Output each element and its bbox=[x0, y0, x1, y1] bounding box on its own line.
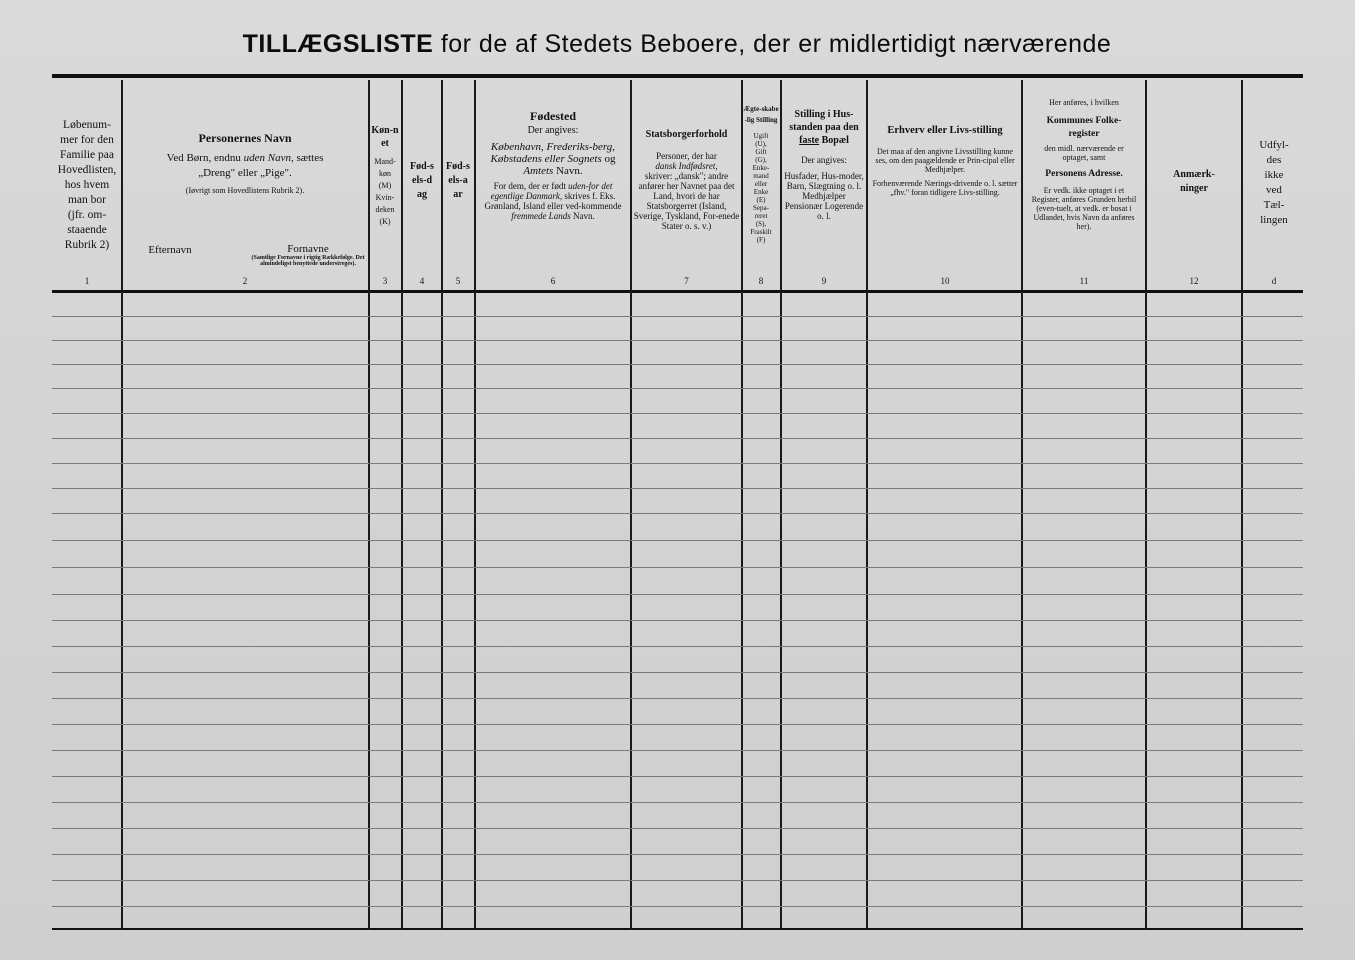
table-row bbox=[52, 488, 1303, 489]
table-row bbox=[52, 672, 1303, 673]
header-text: Personer, der har bbox=[656, 151, 717, 161]
header-line: hos hvem bbox=[64, 179, 110, 191]
header-text bbox=[124, 151, 366, 166]
header-title: Fød-sels-aar bbox=[446, 161, 470, 200]
header-title: Køn-net bbox=[371, 125, 399, 149]
top-rule bbox=[52, 74, 1303, 78]
table-row bbox=[52, 513, 1303, 514]
header-text: skriver: „dansk"; andre anfører her Navnet paa det Land, hvori de har Statsborgerret (Island, Sverige, Tyskland, For-enede Stater o. s. v.) bbox=[633, 171, 740, 231]
column-number: 2 bbox=[242, 276, 248, 286]
header-line: (E) bbox=[756, 196, 766, 204]
header-line: Mand- bbox=[374, 157, 396, 166]
header-line: (M) bbox=[378, 181, 392, 190]
header-line: man bor bbox=[67, 194, 106, 206]
header-line: (F) bbox=[756, 236, 766, 244]
column-number: 6 bbox=[550, 276, 556, 286]
column-number: d bbox=[1271, 276, 1277, 286]
table-row bbox=[52, 828, 1303, 829]
column-number: 12 bbox=[1189, 276, 1199, 286]
table-row bbox=[52, 364, 1303, 365]
column-header-5 bbox=[443, 160, 473, 360]
header-text: den midl. nærværende er optaget, samt bbox=[1044, 144, 1124, 162]
header-line: lingen bbox=[1260, 214, 1288, 226]
table-row bbox=[52, 340, 1303, 341]
header-title: Personens Adresse. bbox=[1045, 169, 1123, 179]
table-row bbox=[52, 802, 1303, 803]
header-italic: Amtets bbox=[523, 165, 554, 177]
title-end: midlertidigt nærværende bbox=[828, 30, 1112, 58]
header-title-underlined: faste bbox=[799, 135, 820, 146]
title-middle: for de af Stedets Beboere, der er bbox=[440, 30, 822, 58]
header-line: Enke bbox=[753, 188, 769, 196]
header-line: reret bbox=[754, 212, 768, 220]
table-row bbox=[52, 854, 1303, 855]
header-italic: fremmede Lands bbox=[511, 211, 571, 221]
header-line: Udfyl- bbox=[1259, 139, 1289, 151]
header-line: (jfr. om- bbox=[67, 209, 107, 221]
header-title: Fød-sels-dag bbox=[410, 161, 434, 200]
header-line: Rubrik 2) bbox=[64, 239, 110, 251]
header-text: Husfader, Hus-moder, Barn, Slægtning o. l. Medhjælper Pensionær Logerende o. l. bbox=[784, 171, 864, 221]
header-line: (K) bbox=[379, 217, 391, 226]
header-title: Erhverv eller Livs-stilling bbox=[887, 125, 1003, 136]
table-row bbox=[52, 880, 1303, 881]
header-text: Grønland, Island eller ved-kommende bbox=[484, 201, 622, 211]
header-text: Det maa af den angivne Livsstilling kunne ses, om den paagældende er Prin-cipal eller Medhjælper. bbox=[875, 147, 1015, 174]
header-line: Gift bbox=[755, 148, 767, 156]
header-text: Navn. bbox=[556, 165, 583, 177]
header-text-italic: uden Navn, bbox=[243, 152, 294, 164]
column-number: 10 bbox=[940, 276, 950, 286]
subheader-efternavn bbox=[130, 244, 210, 258]
column-number: 11 bbox=[1079, 276, 1089, 286]
header-line: Sepa- bbox=[753, 204, 769, 212]
header-text: Her anføres, i hvilken bbox=[1049, 98, 1119, 107]
form-title bbox=[52, 30, 1302, 59]
header-line: ved bbox=[1266, 184, 1282, 196]
column-header-3 bbox=[370, 124, 400, 324]
table-row bbox=[52, 540, 1303, 541]
column-number: 8 bbox=[758, 276, 764, 286]
header-line: Ugift bbox=[753, 132, 769, 140]
header-line: køn bbox=[379, 169, 391, 178]
title-main: TILLÆGSLISTE bbox=[242, 30, 434, 58]
header-italic: dansk Indfødsret, bbox=[655, 161, 718, 171]
column-header-1 bbox=[54, 118, 120, 318]
header-line: (U), bbox=[755, 140, 767, 148]
column-header-10 bbox=[872, 122, 1018, 322]
header-text: For dem, der er født bbox=[493, 181, 566, 191]
header-title: Personernes Navn bbox=[198, 132, 292, 145]
table-row bbox=[52, 646, 1303, 647]
header-text: Er vedk. ikke optaget i et Register, anføres Grunden herbil (even-tuelt, at vedk. er bosat i Udlandet, hvis Navn da anføres her). bbox=[1031, 186, 1137, 231]
header-title: Anmærk-ninger bbox=[1173, 169, 1215, 194]
column-number: 3 bbox=[382, 276, 388, 286]
column-number: 7 bbox=[684, 276, 689, 286]
fornavne-note: (Samtlige Fornavne i rigtig Rækkefølge. Det almindeligst benyttede understreges). bbox=[251, 255, 365, 267]
column-number: 1 bbox=[84, 276, 90, 286]
header-text-part: Ved Børn, endnu bbox=[166, 152, 241, 164]
table-row bbox=[52, 388, 1303, 389]
header-line: Familie paa bbox=[60, 149, 114, 161]
column-header-d bbox=[1244, 138, 1304, 338]
header-sub: Der angives: bbox=[801, 155, 847, 165]
header-line: Tæl- bbox=[1263, 199, 1285, 211]
table-row bbox=[52, 438, 1303, 439]
table-row bbox=[52, 750, 1303, 751]
header-line: Enke- bbox=[752, 164, 770, 172]
efternavn-label: Efternavn bbox=[148, 244, 192, 256]
header-text: Navn. bbox=[572, 211, 595, 221]
column-header-7 bbox=[633, 128, 740, 328]
header-line: Fraskilt bbox=[750, 228, 772, 236]
fornavne-label: Fornavne bbox=[287, 243, 329, 255]
column-number: 5 bbox=[455, 276, 461, 286]
header-text: Forhenværende Nærings-drivende o. l. sætter „fhv." foran tidligere Livs-stilling. bbox=[872, 179, 1018, 197]
header-sub: Der angives: bbox=[527, 125, 579, 136]
header-text-part: sættes bbox=[296, 152, 324, 164]
header-italic: København, Frederiks-berg, Købstadens eller Sognets bbox=[490, 141, 616, 165]
table-row bbox=[52, 463, 1303, 464]
header-title: Ægte-skabe-lig Stilling bbox=[743, 105, 779, 124]
column-header-12 bbox=[1148, 168, 1240, 368]
header-line: Hovedlisten, bbox=[57, 164, 117, 176]
bottom-rule bbox=[52, 928, 1303, 930]
column-header-4 bbox=[404, 160, 440, 360]
table-row bbox=[52, 620, 1303, 621]
table-row bbox=[52, 776, 1303, 777]
header-line: des bbox=[1266, 154, 1282, 166]
header-line: (S), bbox=[755, 220, 767, 228]
header-title-end: Bopæl bbox=[821, 135, 849, 146]
header-text: „Dreng" eller „Pige". bbox=[198, 167, 292, 179]
table-row bbox=[52, 698, 1303, 699]
header-line: Løbenum- bbox=[63, 119, 111, 131]
column-header-2 bbox=[124, 132, 366, 332]
header-title: Statsborgerforhold bbox=[645, 129, 728, 140]
header-text: og bbox=[604, 153, 616, 165]
table-row bbox=[52, 594, 1303, 595]
table-row bbox=[52, 413, 1303, 414]
header-title: Stilling i Hus-standen paa den bbox=[789, 109, 859, 133]
header-note: (Iøvrigt som Hovedlistens Rubrik 2). bbox=[185, 186, 305, 195]
table-row bbox=[52, 724, 1303, 725]
header-italic: uden-for det egentlige Danmark, bbox=[490, 181, 613, 201]
header-line: deken bbox=[375, 205, 395, 214]
column-header-11 bbox=[1025, 98, 1143, 298]
header-title: Kommunes Folke-register bbox=[1046, 116, 1122, 139]
header-line: ikke bbox=[1264, 169, 1284, 181]
header-line: (G), bbox=[755, 156, 767, 164]
header-line: mand bbox=[753, 172, 769, 180]
header-line: eller bbox=[754, 180, 768, 188]
header-line: Kvin- bbox=[375, 193, 395, 202]
column-number: 4 bbox=[419, 276, 425, 286]
column-number: 9 bbox=[821, 276, 827, 286]
column-header-8 bbox=[743, 104, 779, 304]
header-line: staaende bbox=[67, 224, 107, 236]
header-text: skrives f. Eks. bbox=[564, 191, 616, 201]
table-row bbox=[52, 567, 1303, 568]
header-title: Fødested bbox=[530, 110, 576, 123]
header-line: mer for den bbox=[60, 134, 114, 146]
table-row bbox=[52, 906, 1303, 907]
